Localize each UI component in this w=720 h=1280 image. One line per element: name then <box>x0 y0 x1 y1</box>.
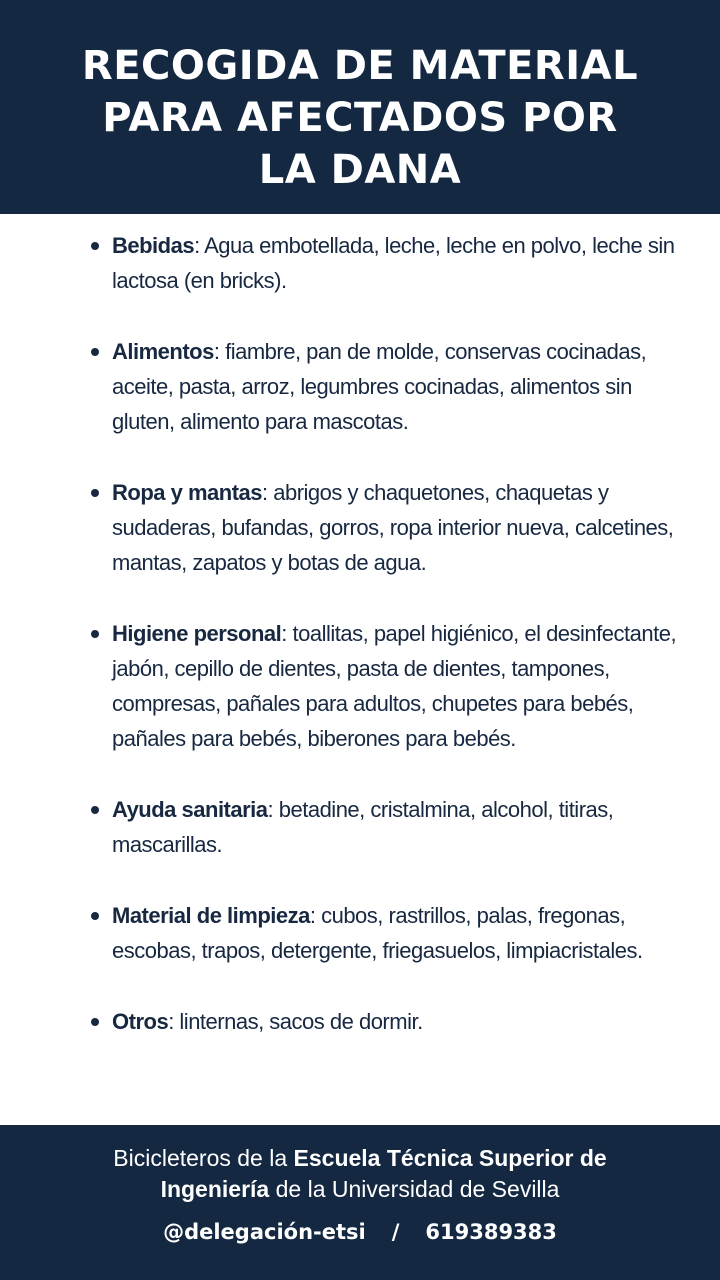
item-label: Ayuda sanitaria <box>112 797 268 822</box>
bullet-icon <box>91 630 99 638</box>
item-label: Material de limpieza <box>112 903 310 928</box>
bullet-icon <box>91 242 99 250</box>
footer-banner <box>0 1125 720 1280</box>
title-line: LA DANA <box>258 147 462 193</box>
page-title <box>0 40 720 196</box>
credit-line-1 <box>0 1143 720 1174</box>
social-handle: @delegación-etsi <box>163 1220 366 1244</box>
header-banner <box>0 0 720 214</box>
contact-separator: / <box>391 1220 400 1244</box>
list-item-limpieza <box>112 898 697 968</box>
item-label: Ropa y mantas <box>112 480 262 505</box>
contact-line <box>0 1217 720 1247</box>
bullet-icon <box>91 912 99 920</box>
item-text: : linternas, sacos de dormir. <box>168 1009 423 1034</box>
list-item-otros <box>112 1004 697 1039</box>
phone-number: 619389383 <box>425 1220 557 1244</box>
donation-list <box>0 228 720 1039</box>
university-name: de la Universidad de Sevilla <box>269 1176 560 1202</box>
item-label: Alimentos <box>112 339 214 364</box>
item-text: : toallitas, papel higiénico, el desinfectante, jabón, cepillo de dientes, pasta de dientes, tampones, compresas, pañales para adultos, chupetes para bebés, pañales para bebés, biberones para bebés. <box>112 621 677 751</box>
title-line: PARA AFECTADOS POR <box>102 95 618 141</box>
item-label: Otros <box>112 1009 169 1034</box>
item-text: : fiambre, pan de molde, conservas cocinadas, aceite, pasta, arroz, legumbres cocinadas, alimentos sin gluten, alimento para mascotas. <box>112 339 647 434</box>
item-text: : betadine, cristalmina, alcohol, titiras, mascarillas. <box>112 797 614 857</box>
bullet-icon <box>91 489 99 497</box>
bullet-icon <box>91 1018 99 1026</box>
item-label: Higiene personal <box>112 621 282 646</box>
item-text: : cubos, rastrillos, palas, fregonas, escobas, trapos, detergente, friegasuelos, limpiacristales. <box>112 903 643 963</box>
item-label: Bebidas <box>112 233 195 258</box>
title-line: RECOGIDA DE MATERIAL <box>81 43 639 89</box>
bullet-icon <box>91 806 99 814</box>
school-name-end: Ingeniería <box>160 1176 270 1202</box>
item-text: : Agua embotellada, leche, leche en polvo, leche sin lactosa (en bricks). <box>112 233 675 293</box>
school-name: Escuela Técnica Superior de <box>293 1145 607 1171</box>
item-text: : abrigos y chaquetones, chaquetas y sudaderas, bufandas, gorros, ropa interior nueva, calcetines, mantas, zapatos y botas de agua. <box>112 480 674 575</box>
list-item-sanitaria <box>112 792 697 862</box>
list-item-alimentos <box>112 334 697 439</box>
credit-line-2 <box>0 1174 720 1205</box>
bullet-icon <box>91 348 99 356</box>
organizer-credit <box>0 1143 720 1205</box>
credit-prefix: Bicicleteros de la <box>113 1145 294 1171</box>
list-item-ropa <box>112 475 697 580</box>
list-item-higiene <box>112 616 697 756</box>
list-item-bebidas <box>112 228 697 298</box>
